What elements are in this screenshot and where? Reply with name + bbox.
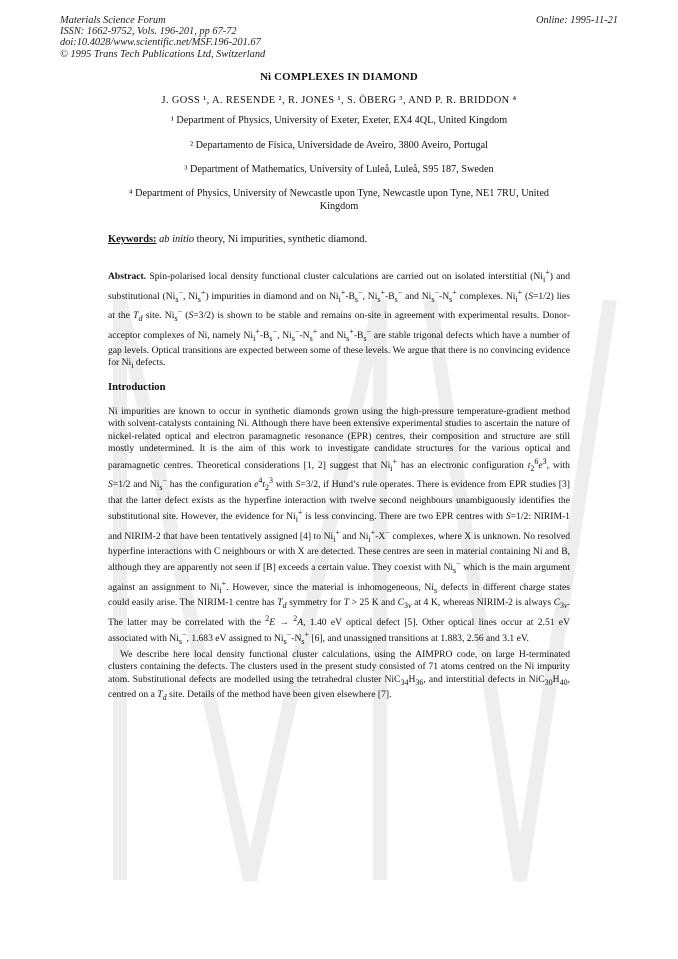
issn-line: ISSN: 1662-9752, Vols. 196-201, pp 67-72 <box>60 26 237 38</box>
affiliation-4: ⁴ Department of Physics, University of Newcastle upon Tyne, Newcastle upon Tyne, NE1 7RU, United Kingdom <box>129 188 549 213</box>
author-list: J. GOSS ¹, A. RESENDE ², R. JONES ¹, S. ÖBERG ³, AND P. R. BRIDDON ⁴ <box>161 95 517 106</box>
abstract <box>108 267 570 373</box>
journal-header <box>60 15 265 60</box>
keywords-text: theory, Ni impurities, synthetic diamond. <box>194 234 368 245</box>
abstract-label: Abstract. <box>108 271 147 283</box>
intro-paragraph-1: Ni impurities are known to occur in synthetic diamonds grown using the high-pressure temperature-gradient method with solvent-catalysts containing Ni. Although there have been extensive experimental studies to ascertain the nature of nickel-related optical and electron paramagnetic resonance (EPR) centres, their composition and structure are still mostly undetermined. It is the aim of this work to investigate candidate structures for the various optical and paramagnetic centres. Theoretical considerations [1, 2] suggest that $Ni_i^+$ has an electronic configuration $t_2^6e^3$, with S=1/2 and $Ni_s^-$ has the configuration $e^4t_2^3$ with S=3/2, if Hund’s rule operates. There is evidence from EPR studies [3] that the latter defect exists as the hyperfine interaction with twelve second neighbours unambiguously identifies the substitutional site. However, the evidence for $Ni_i^+$ is less convincing. There are two EPR centres with S=1/2: NIRIM-1 and NIRIM-2 that have been tentatively assigned [4] to $Ni_i^+$ and $Ni_i^+-X^-$ complexes, where X is unknown. No resolved hyperfine interactions with C neighbours or with X are detected. These centres are seen in material containing Ni and B, although they are apparently not seen if [B] exceeds a certain value. They coexist with $Ni_s^-$ which is the main argument against an assignment to $Ni_i^+$. However, since the material is inhomogeneous, $Ni_s$ defects in different charge states could easily arise. The NIRIM-1 centre has $T_d$ symmetry for T > 25 K and $C_{3v}$ at 4 K, whereas NIRIM-2 is always $C_{3v}$. The latter may be correlated with the $^2$E → $^2$A, 1.40 eV optical defect [5]. Other optical lines occur at 2.51 eV associated with $Ni_s^-$, 1.683 eV assigned to $Ni_s^--N_s^+$ [6], and unassigned transitions at 1.883, 2.56 and 3.1 eV. <box>108 406 571 647</box>
paper-title: Ni COMPLEXES IN DIAMOND <box>260 71 418 83</box>
section-heading-introduction: Introduction <box>108 382 166 393</box>
copyright-line: © 1995 Trans Tech Publications Ltd, Switzerland <box>60 48 266 60</box>
journal-name: Materials Science Forum <box>60 15 166 26</box>
affiliation-1: ¹ Department of Physics, University of Exeter, Exeter, EX4 4QL, United Kingdom <box>170 115 508 126</box>
keywords-italic: ab initio <box>159 234 195 245</box>
affiliation-2: ² Departamento de Física, Universidade de Aveiro, 3800 Aveiro, Portugal <box>189 140 489 151</box>
introduction-body <box>108 406 570 704</box>
keywords-label: Keywords: <box>108 234 157 245</box>
abstract-text: Spin-polarised local density functional cluster calculations are carried out on isolated interstitial $(Ni_i^+)$ and substitutional ($Ni_s^-$, $Ni_s^+$) impurities in diamond and on $Ni_i^+-B_s^-$, $Ni_s^+-B_s^-$ and $Ni_s^--N_s^+$ complexes. $Ni_i^+$ (S=1/2) lies at the $T_d$ site. $Ni_s^-$ (S=3/2) is shown to be stable and remains on-site in agreement with experimental results. Donor-acceptor complexes of Ni, namely $Ni_i^+-B_s^-$, $Ni_s^--N_s^+$ and $Ni_s^+-B_s^-$ are stable trigonal defects which have a number of gap levels. Optical transitions are expected between some of these levels. We argue that there is no convincing evidence for $Ni_i$ defects. <box>108 268 571 371</box>
keywords-line <box>108 234 570 245</box>
intro-paragraph-2: We describe here local density functional cluster calculations, using the AIMPRO code, on large H-terminated clusters containing the defects. The clusters used in the present study consisted of 71 atoms centred on the Ni impurity atom. Substitutional defects are modelled using the tetrahedral cluster $NiC_{34}H_{36}$, and interstitial defects in $NiC_{30}H_{40}$, centred on a $T_d$ site. Details of the method have been given elsewhere [7]. <box>108 648 571 702</box>
doi-link[interactable]: doi:10.4028/www.scientific.net/MSF.196-201.67 <box>60 37 261 49</box>
affiliation-3: ³ Department of Mathematics, University of Luleå, Luleå, S95 187, Sweden <box>184 164 494 175</box>
online-date: Online: 1995-11-21 <box>535 15 618 26</box>
